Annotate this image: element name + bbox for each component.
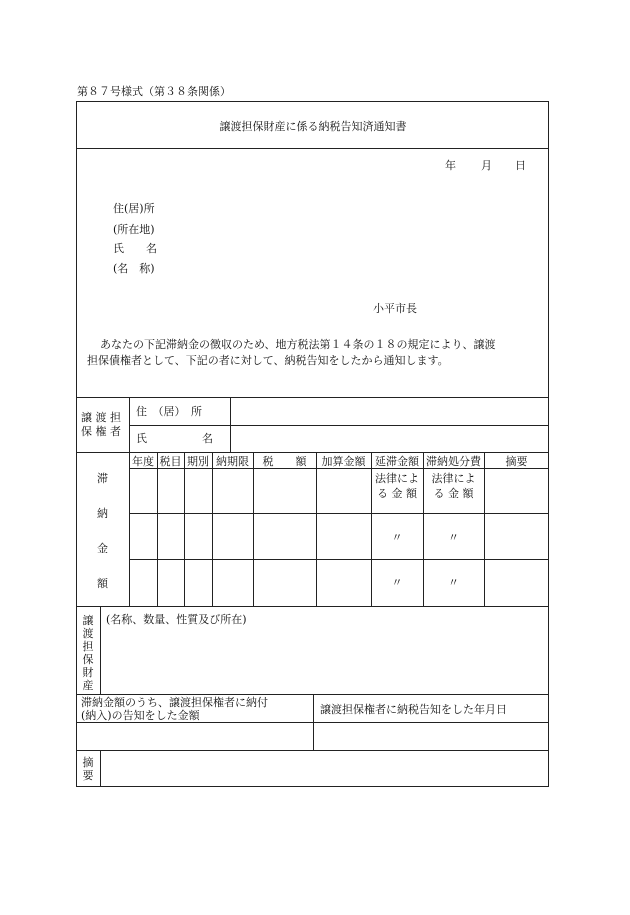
divider [212, 452, 213, 606]
holder-address-label: 住 （居） 所 [136, 405, 202, 418]
body-text-line1: あなたの下記滞納金の徴収のため、地方税法第１４条の１８の規定により、譲渡 [100, 338, 496, 351]
notice-amount-label-line1: 滞納金額のうち、譲渡担保権者に納付 [81, 696, 268, 709]
holder-name-label: 氏 名 [136, 432, 213, 445]
column-header: 税 額 [262, 455, 307, 468]
divider [157, 452, 158, 606]
column-header: 加算金額 [321, 455, 366, 468]
divider [316, 452, 317, 606]
issuer: 小平市長 [373, 302, 417, 315]
arrears-label-char: 納 [97, 507, 108, 520]
date-day-label: 日 [515, 159, 526, 172]
divider [253, 452, 254, 606]
form-title: 譲渡担保財産に係る納税告知済通知書 [219, 120, 407, 133]
addressee-location-label: (所在地) [113, 223, 155, 236]
divider [76, 606, 549, 607]
ditto-mark: 〃 [391, 531, 403, 544]
divider [76, 722, 549, 723]
date-year-label: 年 [445, 159, 456, 172]
divider [76, 750, 549, 751]
ditto-mark: 〃 [391, 576, 403, 589]
legal-note-line1: 法律によ [431, 472, 476, 485]
arrears-label-char: 額 [97, 577, 108, 590]
notice-date-label: 譲渡担保権者に納税告知をした年月日 [320, 703, 507, 716]
divider [76, 452, 549, 453]
column-header: 納期限 [216, 455, 249, 468]
arrears-label-char: 滞 [97, 472, 108, 485]
notice-amount-label-line2: (納入)の告知をした金額 [81, 709, 200, 722]
divider [129, 513, 549, 514]
column-header: 期別 [187, 455, 209, 468]
divider [76, 148, 549, 149]
divider [76, 397, 549, 398]
body-text-line2: 担保債権者として、下記の者に対して、納税告知をしたから通知します。 [87, 354, 449, 367]
column-header: 年度 [132, 455, 154, 468]
divider [100, 750, 101, 787]
remarks-label: 摘要 [82, 756, 94, 782]
date-month-label: 月 [481, 159, 492, 172]
divider [100, 606, 101, 694]
addressee-address-label: 住(居)所 [113, 202, 155, 215]
holder-label-line1: 譲 渡 担 [81, 411, 121, 424]
form-number: 第８７号様式（第３８条関係） [77, 85, 231, 98]
column-header: 延滞金額 [375, 455, 419, 468]
addressee-name-label: 氏 名 [113, 242, 157, 255]
legal-note-line2: る 金 額 [433, 487, 474, 500]
legal-note-line1: 法律によ [375, 472, 419, 485]
divider [484, 452, 485, 606]
arrears-label-char: 金 [97, 542, 108, 555]
divider [184, 452, 185, 606]
column-header: 摘要 [505, 455, 528, 468]
divider [129, 559, 549, 560]
divider [129, 452, 130, 606]
ditto-mark: 〃 [448, 531, 459, 544]
property-description-label: (名称、数量、性質及び所在) [106, 613, 247, 626]
divider [129, 468, 549, 469]
addressee-entity-label: (名 称) [113, 262, 155, 275]
ditto-mark: 〃 [448, 576, 459, 589]
holder-label-line2: 保 権 者 [81, 425, 121, 438]
legal-note-line2: る 金 額 [377, 487, 417, 500]
column-header: 滞納処分費 [426, 455, 481, 468]
column-header: 税目 [159, 455, 182, 468]
property-label: 譲渡担保財産 [82, 614, 94, 692]
divider [129, 425, 549, 426]
